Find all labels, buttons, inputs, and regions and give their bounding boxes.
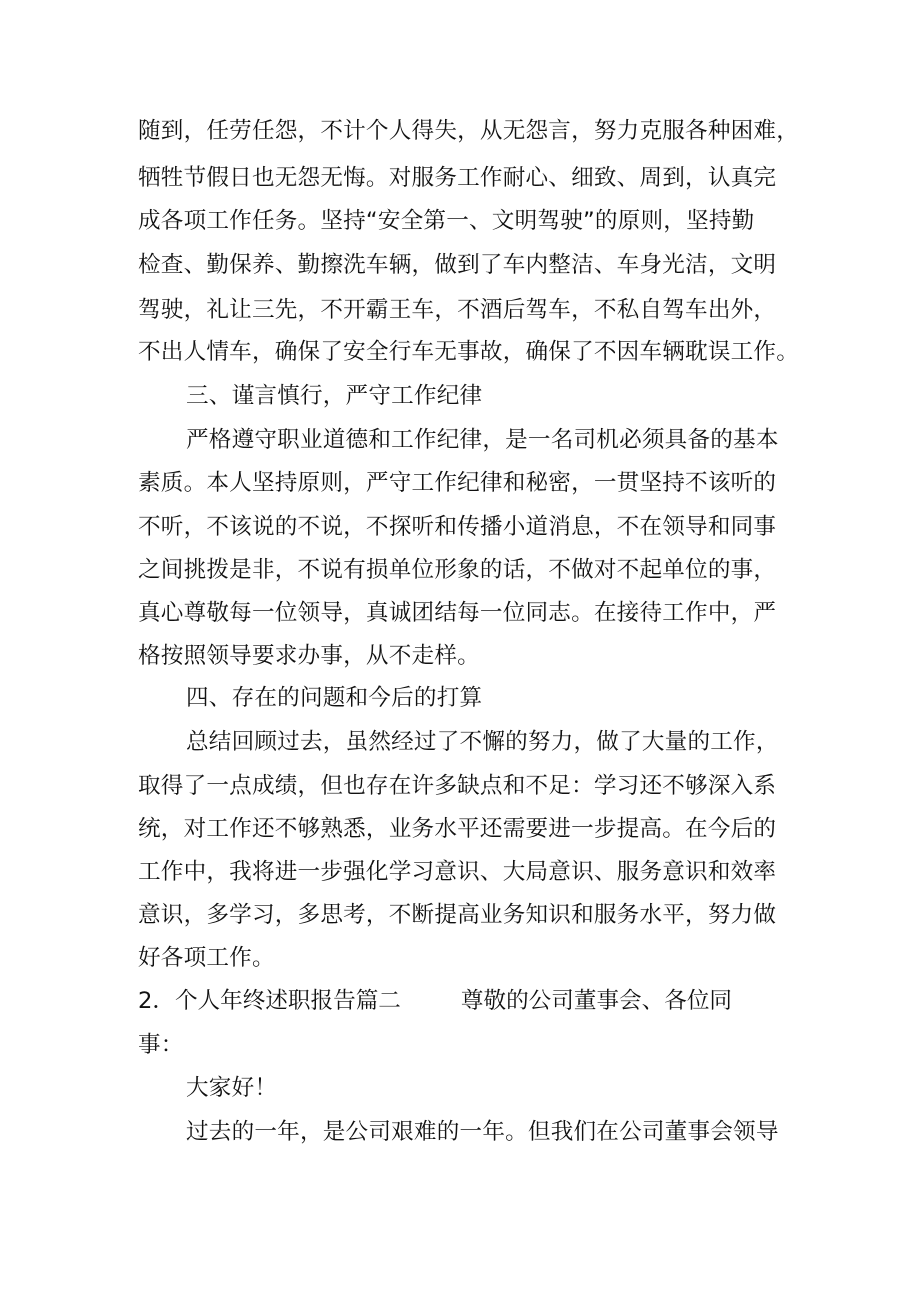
- greeting: 大家好！: [186, 1075, 278, 1101]
- body-text-line: 不听，不该说的不说，不探听和传播小道消息，不在领导和同事: [138, 514, 777, 540]
- body-text-line: 成各项工作任务。坚持“安全第一、文明驾驶”的原则，坚持勤: [138, 208, 755, 234]
- body-text-line: 严格遵守职业道德和工作纪律，是一名司机必须具备的基本: [186, 427, 779, 453]
- body-text-line: 真心尊敬每一位领导，真诚团结每一位同志。在接待工作中，严: [138, 600, 777, 626]
- section-2-title: 2．个人年终述职报告篇二: [138, 988, 401, 1014]
- body-text-line: 之间挑拨是非，不说有损单位形象的话，不做对不起单位的事，: [138, 557, 777, 583]
- body-text-line: 好各项工作。: [138, 945, 275, 971]
- section-2-title-line: [138, 986, 798, 1016]
- body-text-line: 工作中，我将进一步强化学习意识、大局意识、服务意识和效率: [138, 859, 777, 885]
- body-text-line: 随到，任劳任怨，不计个人得失，从无怨言，努力克服各种困难，: [138, 118, 800, 144]
- body-text-line: 意识，多学习，多思考，不断提高业务知识和服务水平，努力做: [138, 902, 777, 928]
- section-heading-4: 四、存在的问题和今后的打算: [186, 685, 483, 711]
- body-text-line: 过去的一年，是公司艰难的一年。但我们在公司董事会领导: [186, 1119, 779, 1145]
- salutation-part-1: 尊敬的公司董事会、各位同: [460, 988, 733, 1014]
- body-text-line: 格按照领导要求办事，从不走样。: [138, 643, 480, 669]
- body-text-line: 不出人情车，确保了安全行车无事故，确保了不因车辆耽误工作。: [138, 339, 800, 365]
- body-text-line: 总结回顾过去，虽然经过了不懈的努力，做了大量的工作，: [186, 729, 779, 755]
- body-text-line: 取得了一点成绩，但也存在许多缺点和不足：学习还不够深入系: [138, 773, 777, 799]
- body-text-line: 检查、勤保养、勤擦洗车辆，做到了车内整洁、车身光洁，文明: [138, 252, 777, 278]
- body-text-line: 牺牲节假日也无怨无悔。对服务工作耐心、细致、周到，认真完: [138, 165, 777, 191]
- body-text-line: 素质。本人坚持原则，严守工作纪律和秘密，一贯坚持不该听的: [138, 470, 777, 496]
- salutation-part-2: 事：: [138, 1032, 184, 1058]
- section-heading-3: 三、谨言慎行，严守工作纪律: [186, 383, 483, 409]
- body-text-line: 统，对工作还不够熟悉，业务水平还需要进一步提高。在今后的: [138, 816, 777, 842]
- body-text-line: 驾驶，礼让三先，不开霸王车，不酒后驾车，不私自驾车出外，: [138, 297, 777, 323]
